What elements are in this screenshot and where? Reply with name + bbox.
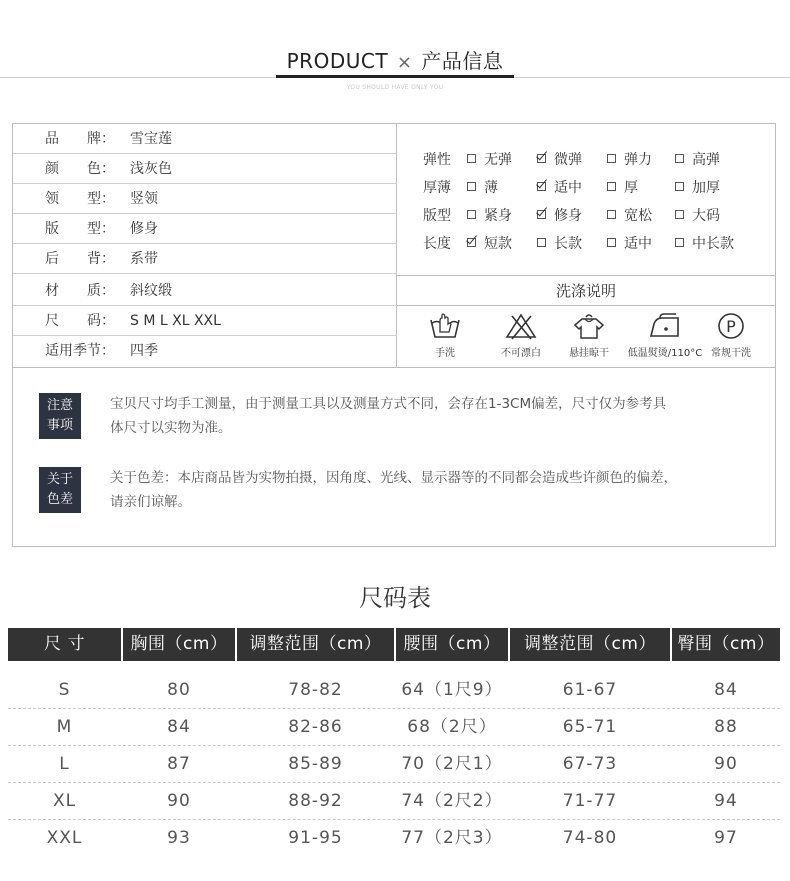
spec-row-back [13,244,397,274]
attr-label: 长度 [423,236,451,252]
spec-value: 竖领 [130,191,158,207]
attr-label: 厚薄 [423,180,451,196]
attr-option: 微弹 [537,146,582,174]
wash-item [551,312,627,359]
chest-range-cell: 91-95 [288,828,343,848]
spec-row-collar [13,184,397,214]
spec-label: 材 质： [45,283,115,299]
waist-range-cell: 71-77 [562,791,618,811]
chest-range-cell: 78-82 [288,680,343,700]
checkbox [607,238,616,247]
table-row [8,746,780,783]
product-info-box [12,123,776,547]
spec-row-fit [13,214,397,244]
attr-option: 厚 [607,174,638,202]
checkbox [607,210,616,219]
section-subtitle: YOU SHOULD HAVE ONLY YOU [346,84,444,91]
color-diff-badge: 关于 色差 [39,467,81,513]
spec-value: 四季 [130,343,158,359]
attr-option: 短款 [467,230,512,258]
waist-range-cell: 61-67 [562,680,618,700]
spec-label: 品 牌： [45,131,115,147]
spec-label: 领 型： [45,191,115,207]
spec-row-size [13,306,397,336]
hip-cell: 84 [714,680,738,700]
checkbox [675,154,684,163]
title-english: PRODUCT [286,49,389,73]
title-chinese: 产品信息 [421,49,504,73]
spec-label: 适用季节： [45,343,115,359]
attr-label: 版型 [423,208,451,224]
dry-clean-icon [714,312,748,340]
checkbox-checked [537,154,546,163]
spec-label: 尺 码： [45,313,115,329]
attr-option: 长款 [537,230,582,258]
attribute-grid [397,124,775,276]
spec-value: 雪宝莲 [130,131,172,147]
attr-option: 修身 [537,202,582,230]
wash-item [483,312,559,359]
wash-label: 常规干洗 [711,348,751,359]
wash-item [693,312,769,359]
section-title [276,45,514,74]
hip-cell: 97 [714,828,738,848]
size-cell: XL [52,791,77,811]
spec-row-season [13,336,397,366]
spec-row-color [13,154,397,184]
checkbox [675,210,684,219]
hang-dry-icon [572,312,606,340]
low-iron-icon [648,312,682,340]
chest-range-cell: 88-92 [288,791,343,811]
wash-label: 悬挂晾干 [569,348,609,359]
spec-value: 浅灰色 [130,161,172,177]
color-diff-text: 关于色差：本店商品皆为实物拍摄，因角度、光线、显示器等的不同都会造成些许颜色的偏差， 请亲们谅解。 [110,470,677,510]
spec-label: 版 型： [45,221,115,237]
checkbox [467,154,476,163]
waist-range-cell: 67-73 [562,754,618,774]
waist-range-cell: 65-71 [562,717,618,737]
wash-item [407,312,483,359]
spec-label: 颜 色： [45,161,115,177]
title-separator: × [396,52,413,73]
spec-row-material [13,276,397,306]
attr-option: 薄 [467,174,498,202]
wash-instructions-title: 洗涤说明 [397,276,775,306]
size-cell: S [58,680,71,700]
notice-badge: 注意 事项 [39,393,81,439]
title-underline [276,75,514,78]
attr-option: 适中 [537,174,582,202]
column-header: 胸围（cm） [123,628,235,661]
table-row [8,672,780,709]
wash-item [627,312,703,359]
product-spec-list [13,124,397,367]
svg-text:P: P [726,317,736,336]
wash-label: 不可漂白 [501,348,541,359]
hip-cell: 94 [714,791,738,811]
chest-cell: 84 [167,717,191,737]
chest-range-cell: 82-86 [288,717,343,737]
spec-value: 系带 [130,251,158,267]
hand-wash-icon [428,312,462,340]
checkbox [467,210,476,219]
wash-label: 低温熨烫/110°C [627,348,703,359]
table-row [8,783,780,820]
size-cell: XXL [46,828,83,848]
size-table-header [8,628,780,661]
size-cell: M [56,717,73,737]
spec-label: 后 背： [45,251,115,267]
wash-label: 手洗 [435,348,455,359]
chest-cell: 90 [167,791,191,811]
wash-icons [397,306,775,367]
table-row [8,820,780,857]
chest-cell: 87 [167,754,191,774]
column-header: 调整范围（cm） [237,628,394,661]
spec-row-brand [13,124,397,154]
waist-cell: 77（2尺3） [401,828,503,848]
checkbox [607,182,616,191]
spec-value: S M L XL XXL [130,313,221,329]
attr-option: 紧身 [467,202,512,230]
column-header: 调整范围（cm） [510,628,670,661]
no-bleach-icon [504,312,538,340]
size-cell: L [59,754,70,774]
attr-option: 适中 [607,230,652,258]
checkbox-checked [467,238,476,247]
chest-cell: 93 [167,828,191,848]
attr-option: 无弹 [467,146,512,174]
attr-option: 弹力 [607,146,652,174]
attr-option: 加厚 [675,174,720,202]
checkbox [467,182,476,191]
checkbox [607,154,616,163]
spec-value: 斜纹缎 [130,283,172,299]
attr-label: 弹性 [423,152,451,168]
waist-cell: 70（2尺1） [401,754,503,774]
chest-range-cell: 85-89 [288,754,343,774]
size-chart-title: 尺码表 [359,584,431,612]
waist-cell: 68（2尺） [407,717,497,737]
checkbox [537,238,546,247]
checkbox-checked [537,182,546,191]
column-header: 腰围（cm） [396,628,508,661]
notice-text: 宝贝尺寸均手工测量，由于测量工具以及测量方式不同，会存在1-3CM偏差，尺寸仅为参考具 体尺寸以实物为准。 [110,396,667,436]
attr-option: 宽松 [607,202,652,230]
notes-section [13,367,775,546]
hip-cell: 88 [714,717,738,737]
waist-cell: 74（2尺2） [401,791,503,811]
hip-cell: 90 [714,754,738,774]
attr-option: 高弹 [675,146,720,174]
attr-option: 中长款 [675,230,734,258]
table-row [8,709,780,746]
spec-value: 修身 [130,221,158,237]
waist-cell: 64（1尺9） [401,680,503,700]
attr-option: 大码 [675,202,720,230]
column-header: 臀围（cm） [672,628,780,661]
waist-range-cell: 74-80 [562,828,618,848]
checkbox-checked [537,210,546,219]
column-header: 尺 寸 [8,628,121,661]
checkbox [675,182,684,191]
checkbox [675,238,684,247]
chest-cell: 80 [167,680,191,700]
